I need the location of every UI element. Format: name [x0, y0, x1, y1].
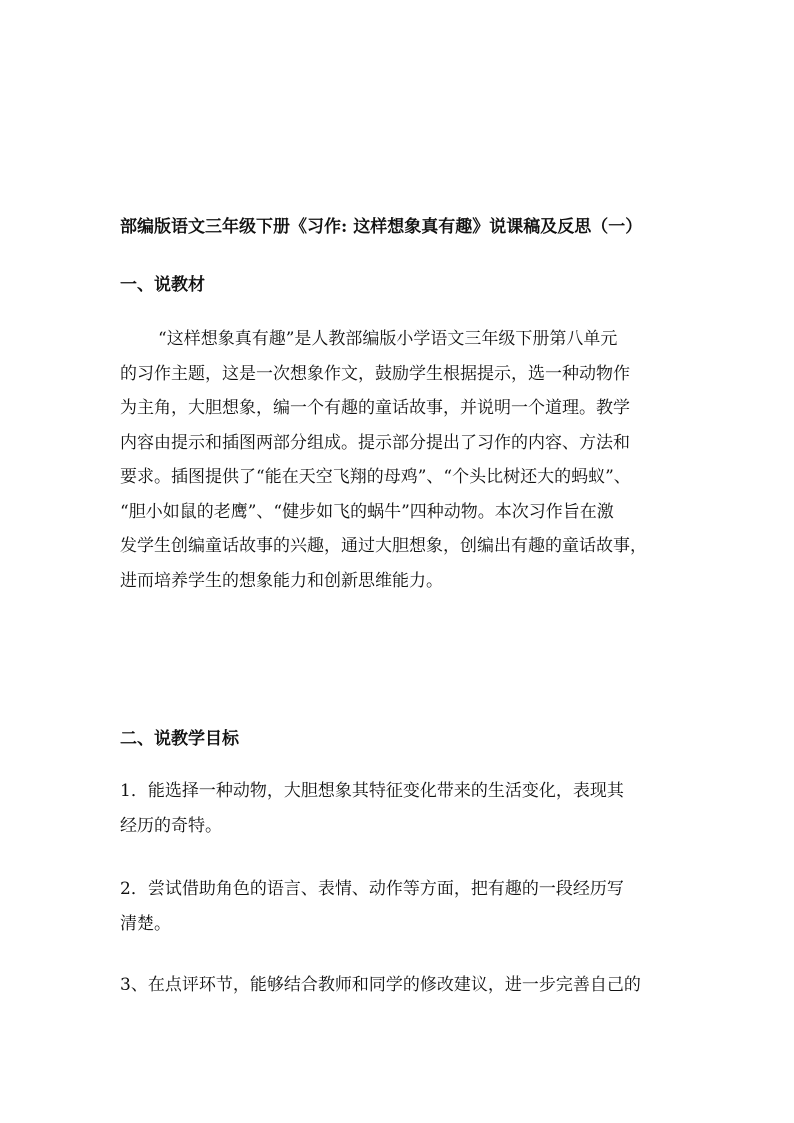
- objective-line: 3、在点评环节，能够结合教师和同学的修改建议，进一步完善自己的: [120, 975, 641, 995]
- paragraph-line: 进而培养学生的想象能力和创新思维能力。: [120, 570, 443, 591]
- objective-item-2: [120, 872, 700, 941]
- paragraph-line: 的习作主题，这是一次想象作文，鼓励学生根据提示，选一种动物作: [120, 363, 630, 384]
- section-heading-textbook: 一、说教材: [120, 275, 205, 295]
- document-title: 部编版语文三年级下册《习作: 这样想象真有趣》说课稿及反思（一）: [120, 217, 643, 237]
- section-textbook-paragraph: [120, 322, 700, 598]
- section-heading-objectives: 二、说教学目标: [120, 729, 239, 749]
- paragraph-line: “胆小如鼠的老鹰”、“健步如飞的蜗牛”四种动物。本次习作旨在激: [120, 501, 614, 522]
- objective-line: 2．尝试借助角色的语言、表情、动作等方面，把有趣的一段经历写: [120, 879, 624, 899]
- paragraph-line: 要求。插图提供了“能在天空飞翔的母鸡”、“个头比树还大的蚂蚁”、: [120, 467, 631, 487]
- objective-item-1: [120, 774, 700, 843]
- paragraph-line: “这样想象真有趣”是人教部编版小学语文三年级下册第八单元: [158, 329, 618, 349]
- objective-item-3: [120, 968, 700, 1003]
- paragraph-line: 内容由提示和插图两部分组成。提示部分提出了习作的内容、方法和: [120, 432, 630, 453]
- paragraph-line: 发学生创编童话故事的兴趣，通过大胆想象，创编出有趣的童话故事，: [120, 536, 647, 556]
- objective-line: 1．能选择一种动物，大胆想象其特征变化带来的生活变化，表现其: [120, 781, 624, 801]
- objective-line: 经历的奇特。: [120, 815, 222, 836]
- paragraph-line: 为主角，大胆想象，编一个有趣的童话故事，并说明一个道理。教学: [120, 398, 630, 418]
- objective-line: 清楚。: [120, 913, 171, 934]
